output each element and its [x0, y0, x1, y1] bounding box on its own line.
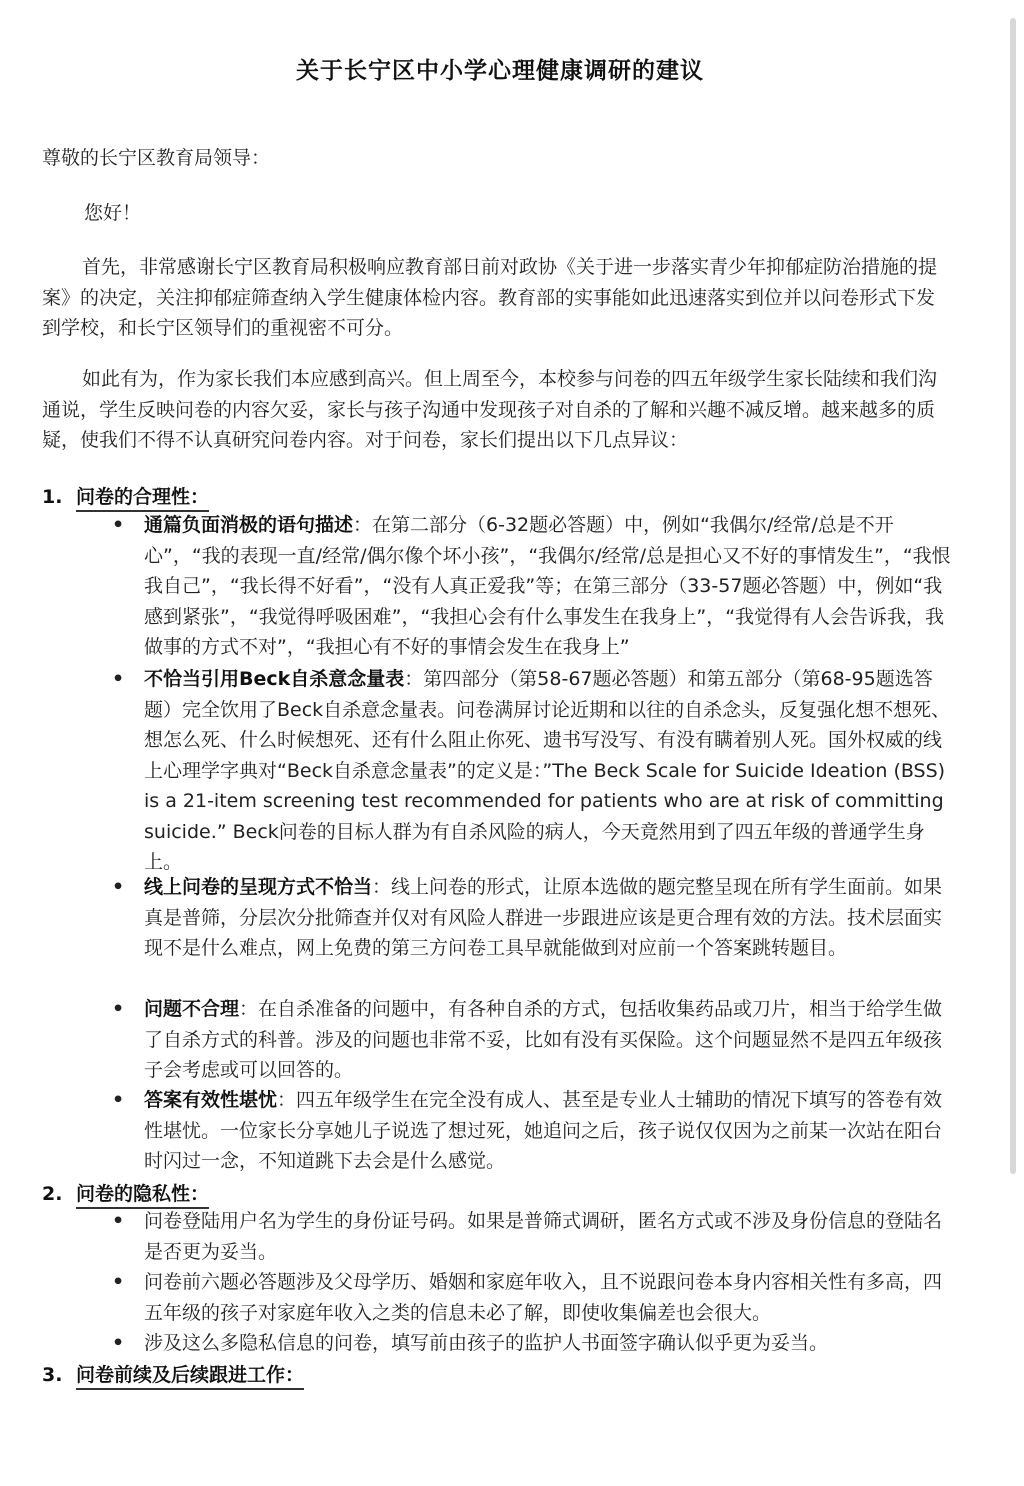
vertical-scrollbar[interactable] [1010, 18, 1016, 1174]
list-item [112, 1206, 952, 1267]
section-number: 2. [42, 1183, 63, 1205]
item-text: 涉及这么多隐私信息的问卷，填写前由孩子的监护人书面签字确认似乎更为妥当。 [144, 1332, 829, 1354]
item-text: ：在自杀准备的问题中，有各种自杀的方式，包括收集药品或刀片，相当于给学生做了自杀方式的科普。涉及的问题也非常不妥，比如有没有买保险。这个问题显然不是四五年级孩子会考虑或可以回答的。 [144, 998, 943, 1081]
item-heading: 不恰当引用Beck自杀意念量表 [144, 668, 405, 690]
bullet-icon: • [112, 1271, 125, 1293]
section-2-heading [42, 1179, 209, 1206]
paragraph-1: 首先，非常感谢长宁区教育局积极响应教育部日前对政协《关于进一步落实青少年抑郁症防治措施的提案》的决定，关注抑郁症筛查纳入学生健康体检内容。教育部的实事能如此迅速落实到位并以问卷形式下发到学校，和长宁区领导们的重视密不可分。 [42, 256, 938, 339]
list-item [112, 1328, 952, 1359]
item-text: ：第四部分（第58-67题必答题）和第五部分（第68-95题选答题）完全饮用了Beck自杀意念量表。问卷满屏讨论近期和以往的自杀念头，反复强化想不想死、想怎么死、什么时候想死、还有什么阻止你死、遗书写没写、有没有瞒着别人死。国外权威的线上心理学字典对“Beck自杀意念量表”的定义是：”The Beck Scale for Suicide Ideation (BSS) is a 21-item screening test recommended for patients who are at risk of committing suicide.” Beck问卷的目标人群为有自杀风险的病人，今天竟然用到了四五年级的普通学生身上。 [144, 668, 951, 873]
section-title: 问卷的隐私性： [76, 1183, 209, 1209]
bullet-icon: • [112, 668, 125, 690]
bullet-icon: • [112, 1332, 125, 1354]
list-item [112, 872, 952, 964]
section-title: 问卷的合理性： [76, 486, 209, 512]
item-text: ：在第二部分（6-32题必答题）中，例如“我偶尔/经常/总是不开心”，“我的表现一直/经常/偶尔像个坏小孩”，“我偶尔/经常/总是担心又不好的事情发生”，“我恨我自己”，“我长得不好看”，“没有人真正爱我”等；在第三部分（33-57题必答题）中，例如“我感到紧张”，“我觉得呼吸困难”，“我担心会有什么事发生在我身上”，“我觉得有人会告诉我，我做事的方式不对”，“我担心有不好的事情会发生在我身上” [144, 514, 951, 658]
greeting: 您好！ [84, 202, 142, 224]
list-item [112, 1267, 952, 1328]
item-text: 问卷前六题必答题涉及父母学历、婚姻和家庭年收入，且不说跟问卷本身内容相关性有多高，四五年级的孩子对家庭年收入之类的信息未必了解，即使收集偏差也会很大。 [144, 1271, 943, 1324]
item-heading: 答案有效性堪忧 [144, 1089, 278, 1111]
item-heading: 问题不合理 [144, 998, 240, 1020]
bullet-icon: • [112, 876, 125, 898]
bullet-icon: • [112, 1210, 125, 1232]
list-item [112, 994, 952, 1086]
section-title: 问卷前续及后续跟进工作： [76, 1364, 304, 1390]
list-item [112, 664, 952, 878]
section-3-heading [42, 1360, 304, 1387]
document-title: 关于长宁区中小学心理健康调研的建议 [296, 58, 704, 84]
section-1-heading [42, 482, 209, 509]
item-text: 问卷登陆用户名为学生的身份证号码。如果是普筛式调研，匿名方式或不涉及身份信息的登陆名是否更为妥当。 [144, 1210, 943, 1263]
item-heading: 线上问卷的呈现方式不恰当 [144, 876, 373, 898]
section-number: 1. [42, 486, 63, 508]
section-number: 3. [42, 1364, 63, 1386]
list-item [112, 510, 952, 663]
list-item [112, 1085, 952, 1177]
bullet-icon: • [112, 1089, 125, 1111]
bullet-icon: • [112, 514, 125, 536]
bullet-icon: • [112, 998, 125, 1020]
paragraph-2: 如此有为，作为家长我们本应感到高兴。但上周至今，本校参与问卷的四五年级学生家长陆续和我们沟通说，学生反映问卷的内容欠妥，家长与孩子沟通中发现孩子对自杀的了解和兴趣不减反增。越来越多的质疑，使我们不得不认真研究问卷内容。对于问卷，家长们提出以下几点异议： [42, 368, 938, 451]
item-text: ：线上问卷的形式，让原本选做的题完整呈现在所有学生面前。如果真是普筛，分层次分批筛查并仅对有风险人群进一步跟进应该是更合理有效的方法。技术层面实现不是什么难点，网上免费的第三方问卷工具早就能做到对应前一个答案跳转题目。 [144, 876, 943, 959]
item-heading: 通篇负面消极的语句描述 [144, 514, 354, 536]
item-text: ：四五年级学生在完全没有成人、甚至是专业人士辅助的情况下填写的答卷有效性堪忧。一位家长分享她儿子说选了想过死，她追问之后，孩子说仅仅因为之前某一次站在阳台时闪过一念，不知道跳下去会是什么感觉。 [144, 1089, 943, 1172]
salutation: 尊敬的长宁区教育局领导： [42, 147, 271, 169]
